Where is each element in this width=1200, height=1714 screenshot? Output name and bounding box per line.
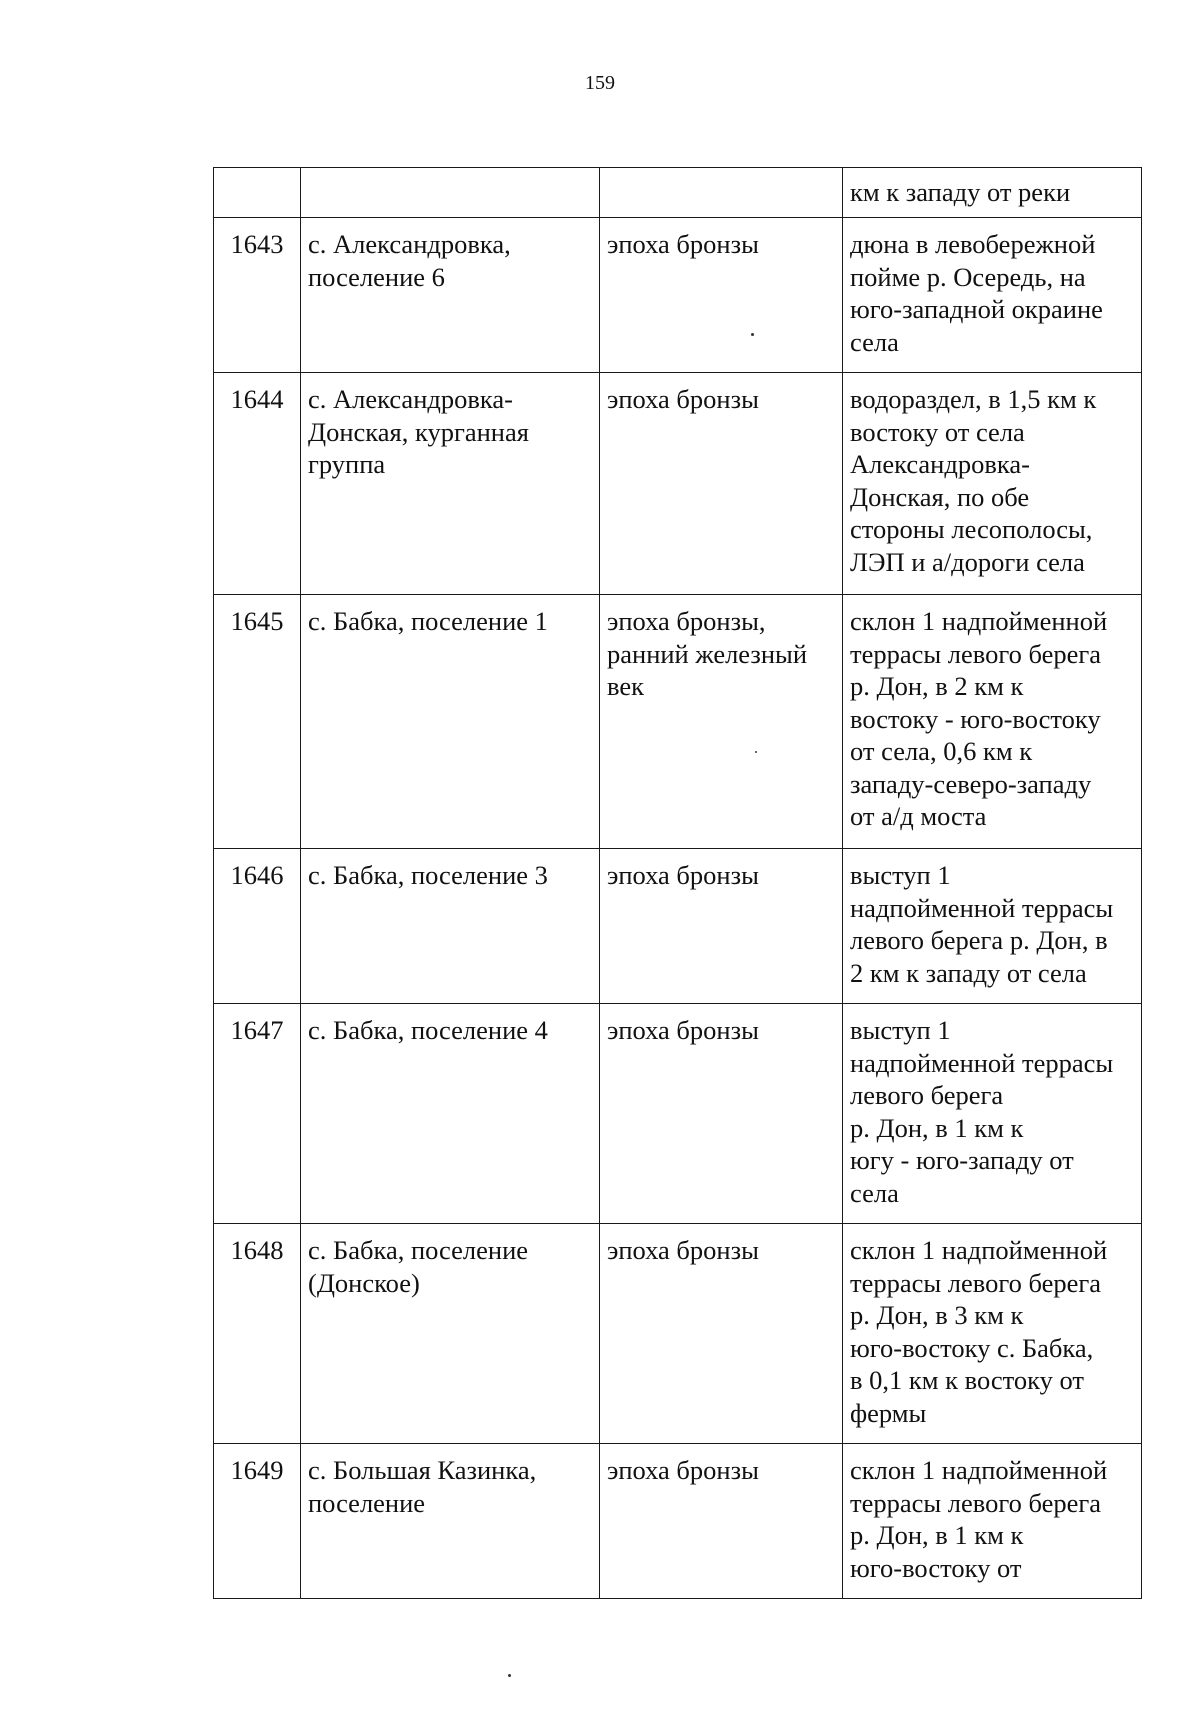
location-line: в 0,1 км к востоку от bbox=[850, 1365, 1084, 1395]
location-line: террасы левого берега bbox=[850, 1267, 1101, 1298]
cell-location bbox=[843, 373, 1142, 595]
cell-number: 1646 bbox=[214, 849, 301, 1004]
location-line: р. Дон, в 1 км к bbox=[850, 1112, 1024, 1143]
name-line: поселение 6 bbox=[308, 261, 445, 292]
epoch-line: эпоха бронзы bbox=[607, 1455, 759, 1485]
location-line: р. Дон, в 1 км к bbox=[850, 1520, 1024, 1550]
cell-location bbox=[843, 218, 1142, 373]
cell-name bbox=[301, 1444, 600, 1599]
cell-location bbox=[843, 595, 1142, 849]
location-line: надпойменной террасы bbox=[850, 1047, 1114, 1078]
name-line: группа bbox=[308, 449, 386, 479]
name-line: поселение bbox=[308, 1487, 426, 1518]
location-line: юго-востоку от bbox=[850, 1552, 1022, 1583]
location-line: террасы левого берега bbox=[850, 638, 1101, 669]
cell-name bbox=[301, 373, 600, 595]
cell-epoch bbox=[600, 1444, 843, 1599]
name-line: с. Бабка, поселение bbox=[308, 1235, 529, 1265]
cell-name bbox=[301, 1004, 600, 1224]
name-line: с. Александровка, bbox=[308, 229, 511, 259]
location-line: востоку от села bbox=[850, 416, 1025, 447]
name-line: с. Бабка, поселение 3 bbox=[308, 860, 548, 890]
epoch-line: эпоха бронзы bbox=[607, 1015, 759, 1045]
cell-epoch bbox=[600, 1004, 843, 1224]
cell-number: 1643 bbox=[214, 218, 301, 373]
location-line: от села, 0,6 км к bbox=[850, 736, 1033, 766]
scan-speck bbox=[508, 1674, 511, 1677]
cell-epoch bbox=[600, 595, 843, 849]
cell-number: 1649 bbox=[214, 1444, 301, 1599]
page-number: 159 bbox=[585, 72, 615, 94]
table-row bbox=[214, 595, 1142, 849]
location-line: выступ 1 bbox=[850, 860, 951, 890]
table-row bbox=[214, 218, 1142, 373]
table-row bbox=[214, 1444, 1142, 1599]
epoch-line: эпоха бронзы, bbox=[607, 606, 766, 636]
location-line: надпойменной террасы bbox=[850, 892, 1114, 923]
epoch-line: эпоха бронзы bbox=[607, 384, 759, 414]
location-line: от а/д моста bbox=[850, 801, 987, 831]
location-line: пойме р. Осередь, на bbox=[850, 261, 1086, 292]
table-row-continuation bbox=[214, 168, 1142, 218]
cell-name bbox=[301, 218, 600, 373]
cell-location bbox=[843, 849, 1142, 1004]
cell-number bbox=[214, 168, 301, 218]
cell-location bbox=[843, 1004, 1142, 1224]
location-line: склон 1 надпойменной bbox=[850, 1235, 1108, 1265]
location-line: левого берега bbox=[850, 1080, 1004, 1110]
location-line: фермы bbox=[850, 1397, 927, 1428]
cell-name bbox=[301, 849, 600, 1004]
location-line: террасы левого берега bbox=[850, 1487, 1101, 1518]
epoch-line: эпоха бронзы bbox=[607, 860, 759, 890]
cell-epoch bbox=[600, 1224, 843, 1444]
cell-name bbox=[301, 1224, 600, 1444]
location-line: км к западу от реки bbox=[850, 177, 1071, 207]
location-line: ЛЭП и а/дороги села bbox=[850, 546, 1085, 577]
name-line: с. Бабка, поселение 1 bbox=[308, 606, 548, 636]
cell-epoch bbox=[600, 218, 843, 373]
cell-location bbox=[843, 1224, 1142, 1444]
cell-location bbox=[843, 1444, 1142, 1599]
cell-name bbox=[301, 168, 600, 218]
location-line: востоку - юго-востоку bbox=[850, 703, 1101, 734]
location-line: р. Дон, в 2 км к bbox=[850, 671, 1024, 701]
cell-epoch bbox=[600, 849, 843, 1004]
location-line: выступ 1 bbox=[850, 1015, 951, 1045]
name-line: с. Александровка- bbox=[308, 384, 513, 414]
location-line: склон 1 надпойменной bbox=[850, 606, 1108, 636]
location-line: р. Дон, в 3 км к bbox=[850, 1300, 1024, 1330]
name-line: с. Большая Казинка, bbox=[308, 1455, 537, 1485]
location-line: югу - юго-западу от bbox=[850, 1145, 1074, 1175]
location-line: стороны лесополосы, bbox=[850, 514, 1093, 544]
epoch-line: ранний железный bbox=[607, 638, 808, 669]
monuments-table bbox=[213, 167, 1142, 1599]
cell-number: 1647 bbox=[214, 1004, 301, 1224]
location-line: 2 км к западу от села bbox=[850, 957, 1087, 988]
cell-number: 1645 bbox=[214, 595, 301, 849]
epoch-line: эпоха бронзы bbox=[607, 1235, 759, 1265]
location-line: склон 1 надпойменной bbox=[850, 1455, 1108, 1485]
scan-speck bbox=[751, 333, 754, 336]
cell-number: 1644 bbox=[214, 373, 301, 595]
table-row bbox=[214, 849, 1142, 1004]
table-row bbox=[214, 373, 1142, 595]
epoch-line: век bbox=[607, 671, 644, 701]
location-line: водораздел, в 1,5 км к bbox=[850, 384, 1097, 414]
name-line: с. Бабка, поселение 4 bbox=[308, 1015, 548, 1045]
cell-epoch bbox=[600, 373, 843, 595]
name-line: Донская, курганная bbox=[308, 416, 529, 447]
cell-name bbox=[301, 595, 600, 849]
location-line: западу-северо-западу bbox=[850, 768, 1092, 799]
cell-location bbox=[843, 168, 1142, 218]
location-line: юго-востоку с. Бабка, bbox=[850, 1332, 1094, 1363]
table-row bbox=[214, 1004, 1142, 1224]
name-line: (Донское) bbox=[308, 1267, 420, 1298]
location-line: Александровка- bbox=[850, 449, 1030, 479]
cell-epoch bbox=[600, 168, 843, 218]
location-line: юго-западной окраине bbox=[850, 294, 1103, 324]
epoch-line: эпоха бронзы bbox=[607, 229, 759, 259]
location-line: села bbox=[850, 1177, 899, 1208]
scan-speck bbox=[755, 751, 757, 753]
location-line: Донская, по обе bbox=[850, 481, 1030, 512]
cell-number: 1648 bbox=[214, 1224, 301, 1444]
table-row bbox=[214, 1224, 1142, 1444]
location-line: левого берега р. Дон, в bbox=[850, 925, 1108, 955]
location-line: дюна в левобережной bbox=[850, 229, 1096, 259]
location-line: села bbox=[850, 326, 899, 357]
